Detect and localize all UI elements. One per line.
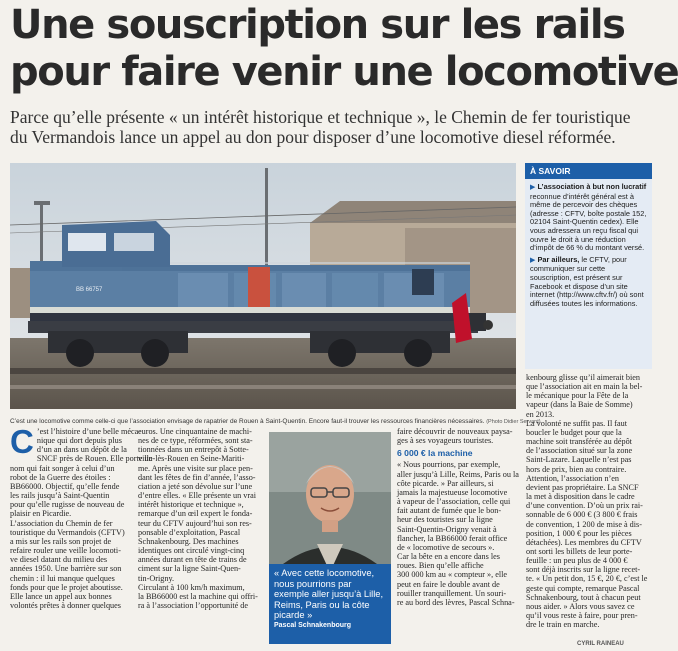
info-box-strong-1: L’association à but non lucratif [537,182,647,191]
triangle-bullet-icon: ▶ [530,256,536,264]
text-line: nom qui fait songer à celui d’un [10,463,115,473]
info-box-body [525,179,652,369]
text-line: intérêt historique et technique », [138,500,244,510]
text-line: flancher, la BB66000 ferait office [397,533,508,543]
text-line: refaire rouler une veille locomoti- [10,546,121,556]
text-line: hors de prix, bien au contraire. [526,464,627,474]
text-line: de l’association situé sur la zone [526,446,633,456]
text-line: 300 000 km au « compteur », elle [397,570,508,580]
text-line: BB66000. Objectif, qu’elle fende [10,481,120,491]
text-line: kenbourg glisse qu’il aimerait bien [526,373,640,382]
text-line: machine soit transférée au dépôt [526,437,632,447]
pull-quote-text: « Avec cette locomotive, nous pourrions par exemple aller jusqu’à Lille, Reims, Paris ou la côte picarde » [274,568,384,620]
text-line: robot de la Guerre des étoiles : [10,472,111,482]
text-line: feuille : un peu plus de 4 000 € [526,556,628,566]
text-line: L’association du Chemin de fer [10,518,113,528]
text-line: Saint-Quentin-Origny venait à [397,524,497,534]
text-line: nique qui dort depuis plus [36,436,122,446]
photo-credit: (Photo Didier Servant) [486,419,541,425]
text-line: sonnable de 6 000 € (3 800 € frais [526,510,638,520]
column-2-lines [138,427,262,610]
caption-text: C’est une locomotive comme celle-ci que l’association envisage de rapatrier de Rouen à Saint-Quentin. Encore faut-il trouver les ressources financières nécessaires. [10,418,485,425]
text-line: détachées). Les membres du CFTV [526,537,642,547]
text-line: touristique du Vermandois (CFTV) [10,527,125,537]
text-line: ra à l’association l’opportunité de [138,600,249,610]
text-line: me. Après une visite sur place pen- [138,463,253,473]
text-line: plaisir en Picardie. [10,509,72,519]
text-line: Schnakenbourg. Des machines [138,536,239,546]
text-line: pour qu’elle rugisse de nouveau de [10,500,125,510]
text-line: ponsable d’exploitation, Pascal [138,527,241,537]
article-column-1 [10,423,153,610]
subheading: 6 000 € la machine [397,448,473,459]
headline-line-2: pour faire venir une locomotive [10,49,678,95]
text-line: que l’association ait en main la bel- [526,382,643,392]
text-line: dant les fêtes de fin d’année, l’asso- [138,472,256,482]
text-line: d’un an dans un dépôt de la [36,445,127,455]
text-line: Schnakenbourg, tout à chacun peut [526,592,641,602]
text-line: vapeur (dans la Baie de Somme) [526,400,633,410]
text-line: ’est l’histoire d’une belle méca- [36,427,141,436]
text-line: la BB66000 est la machine qui offri- [138,591,258,601]
locomotive-number: BB 66757 [76,287,103,293]
text-line: Saint-Lazare. Laquelle n’est pas [526,455,632,465]
text-line: nous aider. » Alors vous savez ce [526,601,635,611]
text-line: SNCF près de Rouen. Elle porte un [36,454,153,464]
text-line: position, 1 000 € pour les pièces [526,528,632,538]
text-line: ciment sur la ligne Saint-Quen- [138,564,241,574]
info-box-title: À SAVOIR [525,163,652,179]
text-line: tionnées dans un entrepôt à Sotte- [138,445,249,455]
info-box-paragraph-1 [530,183,647,253]
text-line: chemin : il lui manque quelques [10,573,115,583]
pull-quote-author: Pascal Schnakenbourg [274,621,352,629]
article-column-3 [397,427,520,607]
text-line: aller jusqu’à Lille, Reims, Paris ou la [397,469,519,479]
text-line: fonds pour que le projet aboutisse. [10,582,123,592]
article-column-4 [526,373,654,629]
locomotive-illustration [10,163,516,409]
text-line: sont déjà inscrits sur la ligne recet- [526,565,641,575]
text-line: geste qui compte, remarque Pascal [526,583,640,593]
text-line: te. « Un petit don, 15 €, 20 €, c’est le [526,574,648,584]
lead-paragraph [10,107,650,147]
text-line: de convention, 1 200 de mise à dis- [526,519,642,529]
info-box [525,163,652,368]
text-line: faire découvrir de nouveaux paysa- [397,427,513,436]
text-line: dre le train en marche. [526,620,600,630]
text-line: Elle lance un appel aux bonnes [10,591,112,601]
text-line: le mécanique pour la Fête de la [526,391,629,401]
text-line: qu’il vous reste à faire, pour pren- [526,611,638,621]
text-line: de « locomotive de secours ». [397,542,495,552]
text-line: années durant en tête de trains de [138,555,247,565]
text-line: remarque d’un œil expert le fonda- [138,509,253,519]
text-line: ges à ses voyageurs touristes. [397,436,494,446]
pull-quote [269,564,391,644]
text-line: roues. Bien qu’elle affiche [397,561,484,571]
text-line: ve diesel datant du milieu des [10,555,108,565]
drop-cap: C [10,423,34,460]
column-3-lines [397,460,520,607]
text-line: devient pas propriétaire. La SNCF [526,482,639,492]
text-line: les rails jusqu’à Saint-Quentin [10,491,110,501]
text-line: rouiller tranquillement. Un souri- [397,588,507,598]
text-line: ont sorti les billets de leur porte- [526,546,633,556]
text-line: volontés prêtes à donner quelques [10,600,121,610]
photo-caption [10,418,541,426]
text-line: La volonté ne suffit pas. Il faut [526,418,628,428]
info-box-text-1: reconnue d’intérêt général est à même de percevoir des chèques (adresse : CFTV, boîte postale 152, 02104 Saint-Quentin cedex). Elle vous adressera un reçu fiscal qui ouvre le droit à une réduction d’impôt de 66 % du montant versé. [530,191,647,253]
text-line: d’entre elles. « Elle présente un vrai [138,491,256,501]
text-line: ville-lès-Rouen en Seine-Mariti- [138,454,245,464]
text-line: heur des touristes sur la ligne [397,515,493,525]
info-box-text-2: le CFTV, pour communiquer sur cette souscription, est présent sur Facebook et dispose d’un site internet (http://www.cftv.fr/) où sont diffusées toutes les informations. [530,254,644,308]
triangle-bullet-icon: ▶ [530,184,536,191]
text-line: ciation a jeté son dévolue sur l’une [138,481,253,491]
text-line: identiques ont circulé vingt-cinq [138,546,245,556]
text-line: jamais la majestueuse locomotive [397,487,508,497]
text-line: euros. Une cinquantaine de machi- [138,427,252,436]
byline: CYRIL RAINEAU [577,641,624,647]
text-line: à vapeur de l’association, celle qui [397,497,511,507]
text-line: peut en faire le double avant de [397,579,500,589]
info-box-strong-2: Par ailleurs, [537,254,580,264]
text-line: la met à disposition dans le cadre [526,492,635,502]
column-3-top-lines [397,427,520,445]
text-line: côte picarde. » Par ailleurs, si [397,478,494,488]
text-line: tin-Origny. [138,573,175,583]
text-line: années 1950. Une barrière sur son [10,564,122,574]
headline [10,2,678,96]
text-line: re au bord des lèvres, Pascal Schna- [397,597,515,607]
column-4-lines [526,373,654,629]
info-box-paragraph-2 [530,256,647,309]
lead-line-1: Parce qu’elle présente « un intérêt historique et technique », le Chemin de fer touristique [10,107,631,127]
text-line: teur du CFTV aujourd’hui son res- [138,518,252,528]
headline-line-1: Une souscription sur les rails [10,2,625,48]
lead-line-2: du Vermandois lance un appel au don pour disposer d’une locomotive diesel réformée. [10,127,616,147]
text-line: nes de ce type, réformées, sont sta- [138,436,253,446]
text-line: d’une convention. D’où un prix rai- [526,501,643,511]
text-line: a mis sur les rails son projet de [10,536,112,546]
text-line: boucler le budget pour que la [526,427,622,437]
text-line: « Nous pourrions, par exemple, [397,460,501,470]
article-column-2 [138,427,262,610]
locomotive-photo [10,163,516,409]
text-line: Attention, l’association n’en [526,473,619,483]
text-line: Car la bête en a encore dans les [397,552,500,562]
text-line: fait autant de fumée que le bon- [397,506,502,516]
text-line: Circulant à 100 km/h maximum, [138,582,245,592]
text-line: en 2013. [526,409,555,419]
